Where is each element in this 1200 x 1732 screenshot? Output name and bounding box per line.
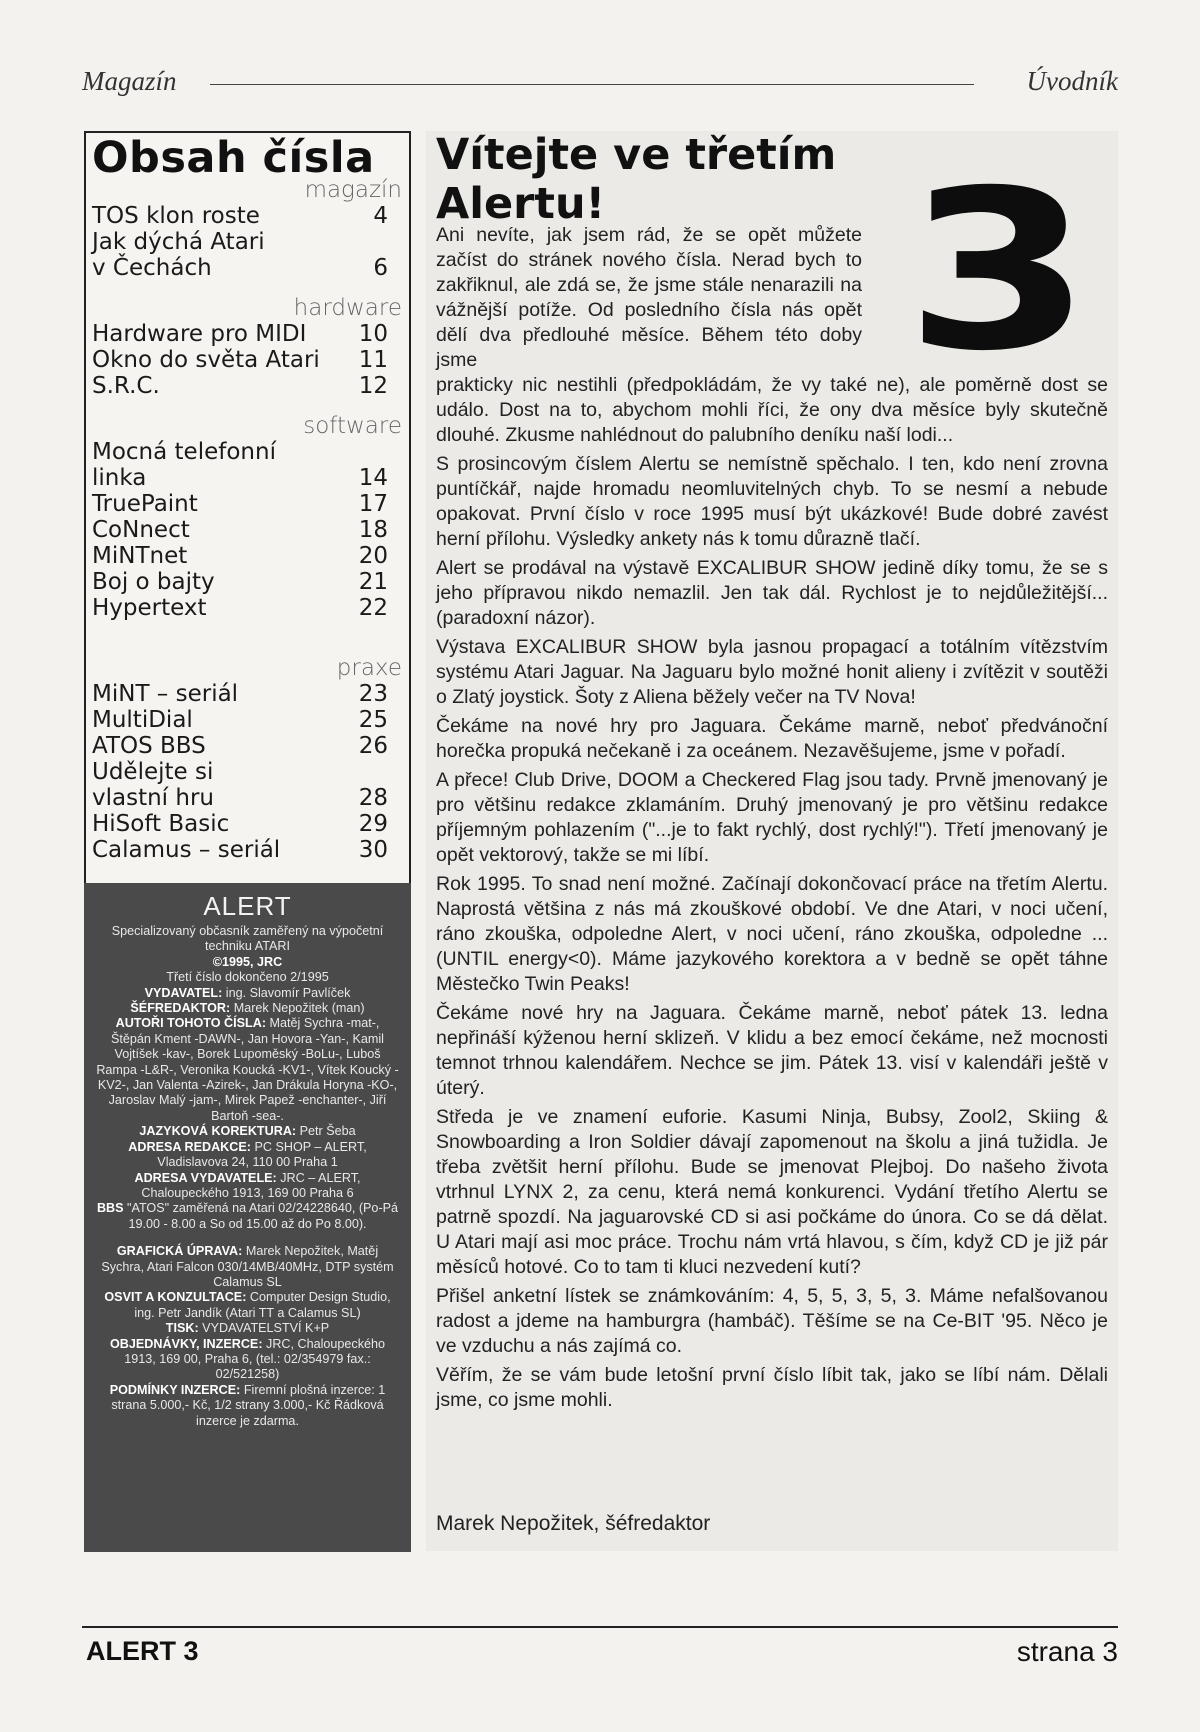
- toc-entry: [92, 439, 402, 491]
- toc-entry-title: Jak dýchá Atari v Čechách: [92, 229, 265, 281]
- impressum-line: [94, 1290, 401, 1321]
- toc-section-heading: hardware: [293, 295, 402, 321]
- toc-entry-title: TruePaint: [92, 491, 198, 517]
- impressum-text: Petr Šeba: [299, 1124, 356, 1139]
- toc-list: [92, 177, 402, 863]
- toc-entry-title: Calamus – seriál: [92, 837, 281, 863]
- impressum-text: Firemní plošná inzerce: 1 strana 5.000,- Kč, 1/2 strany 3.000,- Kč Řádková inzerce je zdarma.: [111, 1382, 386, 1428]
- impressum-text: ©1995, JRC: [212, 954, 283, 969]
- impressum-label: BBS: [96, 1201, 124, 1216]
- toc-spacer: [92, 621, 402, 655]
- impressum-text: Matěj Sychra -mat-, Štěpán Kment -DAWN-, Jan Hovora -Yan-, Kamil Vojtíšek -kav-, Borek Lupoměský -BoLu-, Luboš Rampa -L&R-, Veronika Koucká -KV1-, Vítek Koucký -KV2-, Jan Valenta -Azirek-, Jan Drákula Horyna -KO-, Jaroslav Malý -jam-, Mirek Papež -enchanter-, Jiří Bartoň -sea-.: [96, 1016, 399, 1123]
- toc-entry-title: Mocná telefonní linka: [92, 439, 276, 491]
- impressum-text: "ATOS" zaměřená na Atari 02/24228640, (Po-Pá 19.00 - 8.00 a So od 15.00 až do Po 8.00).: [127, 1201, 399, 1231]
- toc-entry-page: 26: [358, 733, 388, 759]
- footer-issue: ALERT 3: [86, 1636, 199, 1666]
- toc-entry: [92, 759, 402, 811]
- article-body: [436, 373, 1108, 1417]
- impressum-line: [94, 1201, 401, 1232]
- toc-entry-page: 29: [358, 811, 388, 837]
- toc-entry: [92, 203, 402, 229]
- article-paragraph: S prosincovým číslem Alertu se nemístně spěchalo. I ten, kdo není zrovna puntíčkář, najde hromadu neomluvitelných chyb. To se nesmí a nebude opakovat. První číslo v roce 1995 musí být ukázkové! Bude dobré zavést herní přílohu. Výsledky ankety nás k tomu důrazně tlačí.: [436, 453, 1108, 550]
- impressum-line: [94, 1140, 401, 1171]
- impressum-line: [94, 1383, 401, 1429]
- article-intro: Ani nevíte, jak jsem rád, že se opět můžete začíst do stránek nového čísla. Nerad bych to zakřiknul, ale zdá se, že jsme stále nenarazili na vážnější potíže. Od posledního čísla nás opět dělí dva předlouhé měsíce. Během této doby jsme: [436, 224, 862, 371]
- impressum-label: GRAFICKÁ ÚPRAVA:: [116, 1244, 243, 1259]
- toc-title: Obsah čísla: [92, 133, 375, 183]
- toc-entry-title: HiSoft Basic: [92, 811, 230, 837]
- footer-page-number: strana 3: [1016, 1636, 1118, 1667]
- impressum-label: ADRESA VYDAVATELE:: [134, 1170, 277, 1185]
- impressum-label: JAZYKOVÁ KOREKTURA:: [139, 1124, 297, 1139]
- impressum-line: [94, 986, 401, 1001]
- table-of-contents: [84, 131, 411, 886]
- impressum-line: [94, 1124, 401, 1139]
- toc-entry-title: MultiDial: [92, 707, 193, 733]
- impressum-text: Marek Nepožitek, Matěj Sychra, Atari Falcon 030/14MB/40MHz, DTP systém Calamus SL: [101, 1244, 394, 1289]
- impressum-text: JRC, Chaloupeckého 1913, 169 00, Praha 6, (tel.: 02/354979 fax.: 02/521258): [124, 1336, 386, 1382]
- impressum-text: Specializovaný občasník zaměřený na výpočetní techniku ATARI: [111, 924, 384, 954]
- toc-spacer: [92, 281, 402, 295]
- toc-entry-title: CoNnect: [92, 517, 190, 543]
- toc-entry-page: 21: [358, 569, 388, 595]
- article-paragraph: prakticky nic nestihli (předpokládám, že vy také ne), ale poměrně dost se událo. Dost na to, abychom mohli říci, že ony dva měsíce byly skutečně dlouhé. Zkusme nahlédnout do palubního deníku naší lodi...: [436, 374, 1108, 446]
- page-header: [82, 62, 1118, 102]
- impressum-line: [94, 924, 401, 955]
- toc-entry-title: TOS klon roste: [92, 203, 260, 229]
- impressum-line: [94, 1337, 401, 1383]
- impressum-line: [94, 955, 401, 970]
- toc-section-heading: praxe: [336, 655, 402, 681]
- article-paragraph: Středa je ve znamení euforie. Kasumi Ninja, Bubsy, Zool2, Skiing & Snowboarding a Iron Soldier dávají zapomenout na školu a jiná tužidla. Je třeba zvětšit herní přílohu. Bude se jmenovat Plejboj. Do našeho života vtrhnul LYNX 2, za cenu, která nemá konkurenci. Vydání třetího Alertu se patrně spozdí. Na jaguarovské CD si asi počkáme do února. Co se dá dělat. U Atari mají asi moc práce. Trochu nám vrtá hlavou, s čím, když CD je již pár měsíců hotové. Co to tam ti kluci nezvedení kutí?: [436, 1106, 1108, 1278]
- toc-entry-title: Hypertext: [92, 595, 207, 621]
- header-rule: [210, 84, 974, 85]
- toc-entry: [92, 707, 402, 733]
- impressum-line: [94, 1171, 401, 1202]
- toc-entry-title: MiNT – seriál: [92, 681, 239, 707]
- toc-entry: [92, 491, 402, 517]
- impressum-label: ŠÉFREDAKTOR:: [130, 1001, 231, 1016]
- toc-entry: [92, 837, 402, 863]
- article-paragraph: A přece! Club Drive, DOOM a Checkered Flag jsou tady. Prvně jmenovaný je pro většinu redakce zklamáním. Druhý jmenovaný je pro většinu redakce příjemným pohlazením ("...je to fakt rychlý, dost rychlý!"). Třetí jmenovaný je opět vektorový, takže se mi líbí.: [436, 769, 1108, 866]
- impressum-label: ADRESA REDAKCE:: [128, 1139, 251, 1154]
- toc-entry-title: ATOS BBS: [92, 733, 206, 759]
- impressum-line: [94, 1001, 401, 1016]
- toc-entry: [92, 347, 402, 373]
- toc-entry: [92, 595, 402, 621]
- impressum-text: ing. Slavomír Pavlíček: [225, 985, 351, 1000]
- impressum-label: AUTOŘI TOHOTO ČÍSLA:: [115, 1016, 267, 1031]
- impressum-line: [94, 970, 401, 985]
- header-section-right: Úvodník: [1026, 66, 1118, 96]
- article-paragraph: Rok 1995. To snad není možné. Začínají dokončovací práce na třetím Alertu. Naprostá většina z nás má zkouškové období. Ve dne Atari, v noci učení, ráno zkouška, odpoledne Alert, v noci učení, ráno zkouška, odpoledne ... (UNTIL energy<0). Máme jazykového korektora a v bedně se opět táhne Městečko Twin Peaks!: [436, 873, 1108, 995]
- impressum-label: PODMÍNKY INZERCE:: [109, 1382, 241, 1397]
- toc-entry-page: 11: [358, 347, 388, 373]
- toc-entry-page: 17: [358, 491, 388, 517]
- impressum-gap: [94, 1232, 401, 1244]
- impressum-label: OSVIT A KONZULTACE:: [104, 1290, 247, 1305]
- toc-entry: [92, 569, 402, 595]
- editorial-article: [426, 131, 1118, 1551]
- toc-entry-title: MiNTnet: [92, 543, 188, 569]
- toc-entry: [92, 681, 402, 707]
- article-paragraph: Výstava EXCALIBUR SHOW byla jasnou propagací a totálním vítězstvím systému Atari Jaguar. Na Jaguaru bylo možné honit alieny i zvítězit v soutěži o Zlatý joystick. Šoty z Aliena běžely večer na TV Nova!: [436, 636, 1108, 708]
- toc-entry-title: S.R.C.: [92, 373, 160, 399]
- toc-entry: [92, 321, 402, 347]
- toc-entry-page: 23: [358, 681, 388, 707]
- impressum-label: VYDAVATEL:: [144, 985, 223, 1000]
- toc-entry-page: 12: [358, 373, 388, 399]
- article-title: Vítejte ve třetím Alertu!: [436, 130, 837, 229]
- impressum-title: ALERT: [203, 891, 292, 921]
- issue-number-graphic: 3: [905, 143, 1092, 399]
- impressum-text: Třetí číslo dokončeno 2/1995: [166, 970, 329, 985]
- toc-entry-page: 28: [358, 785, 388, 811]
- impressum-text: PC SHOP – ALERT, Vladislavova 24, 110 00 Praha 1: [157, 1139, 367, 1170]
- toc-section-heading: software: [303, 413, 402, 439]
- toc-entry-page: 20: [358, 543, 388, 569]
- toc-entry-title: Hardware pro MIDI: [92, 321, 307, 347]
- impressum-line: [94, 1321, 401, 1336]
- toc-entry-title: Boj o bajty: [92, 569, 215, 595]
- toc-entry-page: 22: [358, 595, 388, 621]
- impressum-text: JRC – ALERT, Chaloupeckého 1913, 169 00 Praha 6: [141, 1170, 361, 1200]
- article-paragraph: Čekáme na nové hry pro Jaguara. Čekáme marně, neboť předvánoční horečka propuká nečekaně i za oceánem. Nezavěšujeme, jsme v pořadí.: [436, 715, 1108, 762]
- toc-entry-page: 4: [373, 203, 388, 229]
- impressum-text: VYDAVATELSTVÍ K+P: [202, 1321, 330, 1336]
- impressum-text: Marek Nepožitek (man): [233, 1001, 365, 1016]
- toc-entry: [92, 733, 402, 759]
- toc-section-heading: magazín: [304, 177, 402, 203]
- toc-entry-title: Okno do světa Atari: [92, 347, 320, 373]
- toc-entry: [92, 517, 402, 543]
- toc-entry: [92, 543, 402, 569]
- impressum-line: [94, 1016, 401, 1124]
- impressum-text: Computer Design Studio, ing. Petr Jandík (Atari TT a Calamus SL): [134, 1290, 391, 1320]
- impressum-box: [84, 883, 411, 1552]
- toc-entry-page: 30: [358, 837, 388, 863]
- impressum-line: [94, 1244, 401, 1290]
- impressum-body: [84, 921, 411, 1429]
- toc-entry: [92, 373, 402, 399]
- impressum-label: TISK:: [165, 1321, 199, 1336]
- toc-entry: [92, 811, 402, 837]
- toc-entry-page: 6: [373, 255, 388, 281]
- header-section-left: Magazín: [82, 66, 177, 96]
- toc-entry-page: 18: [358, 517, 388, 543]
- article-paragraph: Alert se prodával na výstavě EXCALIBUR SHOW jedině díky tomu, že se s jeho přípravou nikdo nemazlil. Jen tak dál. Rychlost je to nejdůležitější... (paradoxní názor).: [436, 557, 1108, 629]
- toc-spacer: [92, 399, 402, 413]
- toc-entry-page: 10: [358, 321, 388, 347]
- article-signature: Marek Nepožitek, šéfredaktor: [436, 1512, 711, 1535]
- impressum-label: OBJEDNÁVKY, INZERCE:: [109, 1336, 263, 1351]
- toc-entry: [92, 229, 402, 281]
- article-paragraph: Přišel anketní lístek se známkováním: 4, 5, 5, 3, 5, 3. Máme nefalšovanou radost a jdeme na hamburgra (hambáč). Těšíme se na Ce-BIT '95. Něco je ve vzduchu a nás zajímá co.: [436, 1285, 1108, 1357]
- article-paragraph: Čekáme nové hry na Jaguara. Čekáme marně, neboť pátek 13. ledna nepřináší kýženou herní sklizeň. V klidu a bez emocí čekáme, než mocnosti temnot trhnou kalendářem. Nechce se jim. Pátek 13. visí v kalendáři ještě v úterý.: [436, 1002, 1108, 1099]
- article-paragraph: Věřím, že se vám bude letošní první číslo líbit tak, jako se líbí nám. Dělali jsme, co jsme mohli.: [436, 1364, 1108, 1411]
- toc-entry-page: 14: [358, 465, 388, 491]
- toc-entry-page: 25: [358, 707, 388, 733]
- footer-rule: [82, 1626, 1118, 1628]
- toc-entry-title: Udělejte si vlastní hru: [92, 759, 214, 811]
